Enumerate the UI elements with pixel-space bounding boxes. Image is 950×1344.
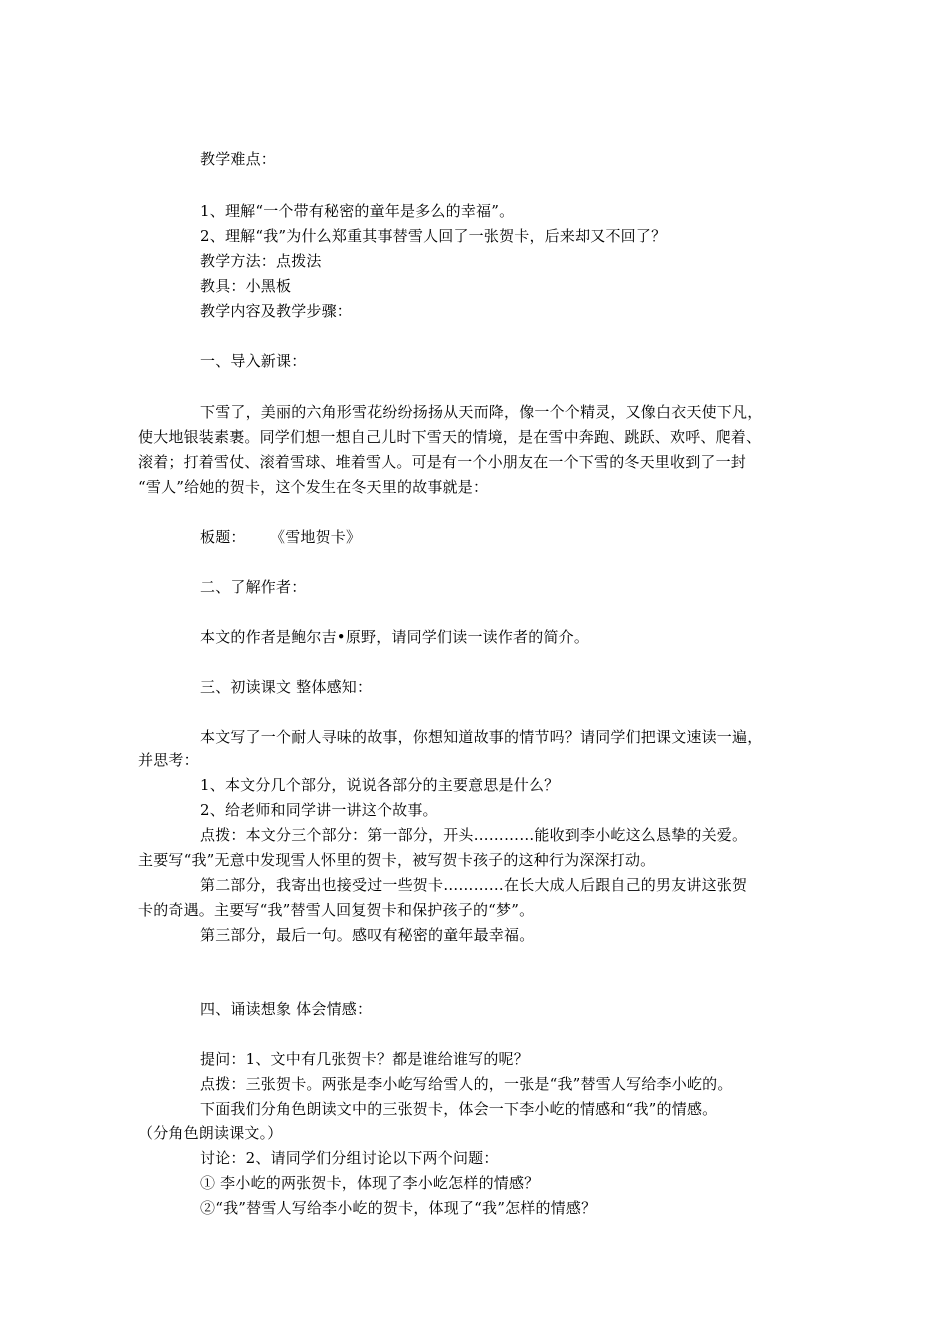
section4-heading: 四、诵读想象 体会情感： xyxy=(200,1000,373,1018)
section4-discussion-item: ① 李小屹的两张贺卡，体现了李小屹怎样的情感？ xyxy=(200,1174,540,1192)
board-label: 板题： xyxy=(200,528,246,546)
board-title: 《雪地贺卡》 xyxy=(270,528,362,546)
section1-para-line: 使大地银装素裹。同学们想一想自己儿时下雪天的情境，是在雪中奔跑、跳跃、欢呼、爬着、 xyxy=(138,428,762,446)
content-heading: 教学内容及教学步骤： xyxy=(200,302,353,320)
section4-question: 提问：1、文中有几张贺卡？都是谁给谁写的呢？ xyxy=(200,1050,529,1068)
section4-discussion-item: ②“我”替雪人写给李小屹的贺卡，体现了“我”怎样的情感？ xyxy=(200,1199,597,1217)
section3-question: 1、本文分几个部分，说说各部分的主要意思是什么？ xyxy=(200,776,560,794)
teaching-tools: 教具：小黑板 xyxy=(200,277,292,295)
section4-read-line: （分角色朗读课文。） xyxy=(138,1124,283,1142)
section3-heading: 三、初读课文 整体感知： xyxy=(200,678,373,696)
section2-heading: 二、了解作者： xyxy=(200,578,307,596)
teaching-method: 教学方法：点拨法 xyxy=(200,252,322,270)
section3-question: 2、给老师和同学讲一讲这个故事。 xyxy=(200,801,438,819)
section3-hint-line: 点拨：本文分三个部分：第一部分，开头…………能收到李小屹这么恳挚的关爱。 xyxy=(200,826,748,844)
section1-para-line: 滚着；打着雪仗、滚着雪球、堆着雪人。可是有一个小朋友在一个下雪的冬天里收到了一封 xyxy=(138,453,747,471)
section1-para-line: 下雪了，美丽的六角形雪花纷纷扬扬从天而降，像一个个精灵，又像白衣天使下凡， xyxy=(200,403,763,421)
section4-discussion: 讨论：2、请同学们分组讨论以下两个问题： xyxy=(200,1149,499,1167)
section1-heading: 一、导入新课： xyxy=(200,352,307,370)
difficulty-item-2: 2、理解“我”为什么郑重其事替雪人回了一张贺卡，后来却又不回了？ xyxy=(200,227,667,245)
section3-part2-line: 第二部分，我寄出也接受过一些贺卡…………在长大成人后跟自己的男友讲这张贺 xyxy=(200,876,748,894)
section3-part2-line: 卡的奇遇。主要写“我”替雪人回复贺卡和保护孩子的“梦”。 xyxy=(138,901,535,919)
section2-para: 本文的作者是鲍尔吉•原野，请同学们读一读作者的简介。 xyxy=(200,628,590,646)
section3-hint-line: 主要写“我”无意中发现雪人怀里的贺卡，被写贺卡孩子的这种行为深深打动。 xyxy=(138,851,656,869)
difficulty-heading: 教学难点： xyxy=(200,150,277,168)
section4-hint: 点拨：三张贺卡。两张是李小屹写给雪人的，一张是“我”替雪人写给李小屹的。 xyxy=(200,1075,733,1093)
section3-intro-line: 并思考： xyxy=(138,751,199,769)
section4-read-line: 下面我们分角色朗读文中的三张贺卡，体会一下李小屹的情感和“我”的情感。 xyxy=(200,1100,718,1118)
section3-intro-line: 本文写了一个耐人寻味的故事，你想知道故事的情节吗？请同学们把课文速读一遍， xyxy=(200,728,763,746)
section1-para-line: “雪人”给她的贺卡，这个发生在冬天里的故事就是： xyxy=(138,478,489,496)
section3-part3: 第三部分，最后一句。感叹有秘密的童年最幸福。 xyxy=(200,926,535,944)
difficulty-item-1: 1、理解“一个带有秘密的童年是多么的幸福”。 xyxy=(200,202,515,220)
